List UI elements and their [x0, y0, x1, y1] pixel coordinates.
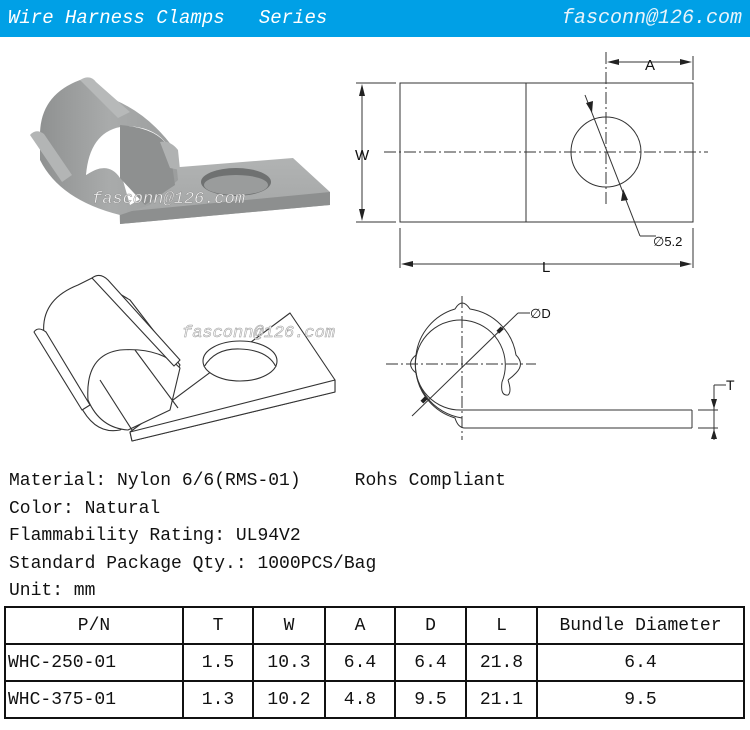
clamp-3d-render: [0, 37, 360, 267]
page-title: Wire Harness Clamps Series: [8, 7, 328, 29]
cell-pn: WHC-250-01: [5, 644, 183, 681]
spec-unit: Unit: mm: [9, 581, 96, 601]
dim-label-w: W: [355, 147, 370, 164]
contact-email: fasconn@126.com: [561, 7, 742, 30]
header-bundle-diameter: Bundle Diameter: [537, 607, 744, 644]
spec-color: Color: Natural: [9, 498, 161, 519]
dim-label-t: T: [726, 377, 735, 393]
spec-package: Standard Package Qty.: 1000PCS/Bag: [9, 553, 377, 574]
cell-d: 9.5: [395, 681, 466, 718]
header-w: W: [253, 607, 325, 644]
table-header-row: [5, 607, 744, 644]
spec-flammability: Flammability Rating: UL94V2: [9, 526, 301, 546]
cell-t: 1.3: [183, 681, 253, 718]
cell-a: 4.8: [325, 681, 395, 718]
cell-w: 10.2: [253, 681, 325, 718]
watermark-text: fasconn@126.com: [182, 324, 336, 343]
header-a: A: [325, 607, 395, 644]
cell-l: 21.8: [466, 644, 537, 681]
cell-d: 6.4: [395, 644, 466, 681]
dimension-table: [4, 606, 745, 719]
table-row: [5, 681, 744, 718]
dim-label-hole: ∅5.2: [653, 234, 683, 249]
cell-bundle-diameter: 9.5: [537, 681, 744, 718]
cell-w: 10.3: [253, 644, 325, 681]
dim-label-a: A: [645, 57, 656, 74]
dim-label-l: L: [542, 259, 551, 276]
cell-bundle-diameter: 6.4: [537, 644, 744, 681]
spec-list: [9, 468, 506, 606]
header-banner: [0, 0, 750, 37]
header-d: D: [395, 607, 466, 644]
spec-material-row: [9, 468, 506, 496]
side-view-drawing: [375, 285, 750, 450]
clamp-line-drawing: [0, 270, 375, 460]
table-row: [5, 644, 744, 681]
spec-rohs: Rohs Compliant: [354, 471, 506, 491]
cell-t: 1.5: [183, 644, 253, 681]
watermark-text: fasconn@126.com: [92, 190, 246, 209]
cell-pn: WHC-375-01: [5, 681, 183, 718]
top-view-drawing: [350, 40, 750, 280]
cell-l: 21.1: [466, 681, 537, 718]
header-pn: P/N: [5, 607, 183, 644]
dim-label-d: ∅D: [530, 306, 551, 321]
header-t: T: [183, 607, 253, 644]
cell-a: 6.4: [325, 644, 395, 681]
header-l: L: [466, 607, 537, 644]
spec-material: Material: Nylon 6/6(RMS-01): [9, 471, 301, 491]
